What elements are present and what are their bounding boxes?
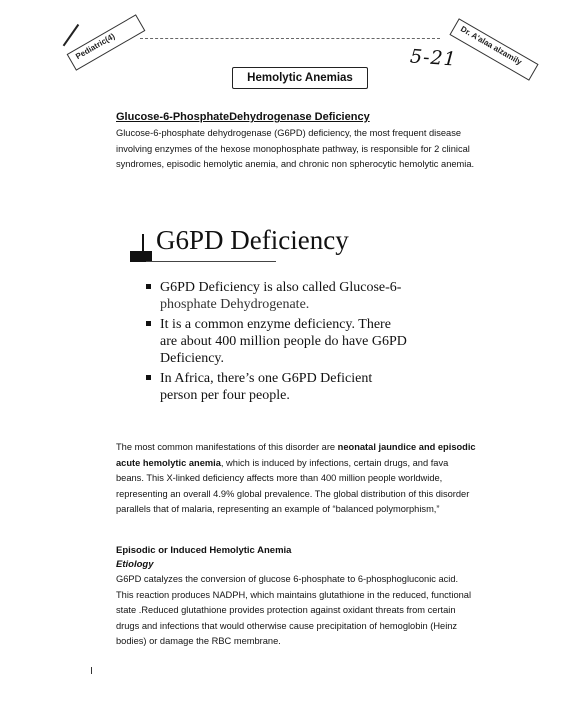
- episodic-heading: Episodic or Induced Hemolytic Anemia: [116, 545, 292, 556]
- slide-bullet-line: person per four people.: [160, 388, 290, 403]
- slide-bullet-line: phosphate Dehydrogenate.: [160, 297, 310, 312]
- slide-bullet-line: Deficiency.: [160, 351, 224, 366]
- stamp-author-label: Dr. A'alaa alzamily: [458, 24, 524, 67]
- square-bullet-icon: [146, 321, 151, 326]
- slide-bullet-line: G6PD Deficiency is also called Glucose-6-: [160, 280, 402, 295]
- slide-bullet-item: [146, 370, 446, 404]
- stamp-author: [449, 18, 538, 80]
- etiology-paragraph: G6PD catalyzes the conversion of glucose 6-phosphate to 6-phosphogluconic acid. This reaction produces NADPH, which maintains glutathione in the reduced, functional state .Reduced glutathione provides protection against oxidant threats from certain drugs and infections that would otherwise cause precipitation of hemoglobin (Heinz bodies) or damage the RBC membrane.: [116, 574, 472, 646]
- etiology-subheading: Etiology: [116, 559, 154, 570]
- slide-bullet-item: [146, 279, 446, 313]
- manifestations-rest: , which is induced by infections, certain drugs, and fava beans. This X-linked deficiency affects more than 400 million people worldwide, representing an overall 4.9% global prevalence. The global distribution of this disorder parallels that of malaria, representing an example of “balanced polymorphism,”: [116, 457, 470, 514]
- slide-bullet-item: [146, 316, 446, 367]
- stamp-pediatric: [67, 14, 146, 70]
- stamp-pediatric-label: Pediatric(4): [74, 31, 117, 62]
- manifestations-paragraph: [116, 440, 476, 518]
- page-title: Hemolytic Anemias: [232, 67, 368, 89]
- square-bullet-icon: [146, 375, 151, 380]
- slide-bullet-line: It is a common enzyme deficiency. There: [160, 317, 391, 332]
- slide-bullet-line: In Africa, there’s one G6PD Deficient: [160, 371, 373, 386]
- pen-stroke-mark: [63, 24, 79, 46]
- slide-bullet-list: [146, 279, 446, 407]
- manifestations-emphasis: neonatal jaundice and episodic acute hemolytic anemia: [116, 442, 476, 468]
- square-bullet-icon: [146, 284, 151, 289]
- section-heading-g6pd: Glucose-6-PhosphateDehydrogenase Deficiency: [116, 111, 370, 123]
- slide-title: G6PD Deficiency: [156, 225, 349, 255]
- intro-paragraph: Glucose-6-phosphate dehydrogenase (G6PD) deficiency, the most frequent disease involving enzymes of the hexose monophosphate pathway, is responsible for 2 clinical syndromes, episodic hemolytic anemia, and chronic non spherocytic hemolytic anemia.: [116, 128, 475, 169]
- slide-bullet-line: are about 400 million people do have G6PD: [160, 334, 407, 349]
- handwritten-date: 5-21: [409, 45, 458, 71]
- header-dashed-line: [140, 38, 440, 39]
- margin-tick-mark: [91, 667, 92, 674]
- manifestations-lead: The most common manifestations of this disorder are: [116, 442, 338, 452]
- slide-title-underline: [146, 261, 276, 262]
